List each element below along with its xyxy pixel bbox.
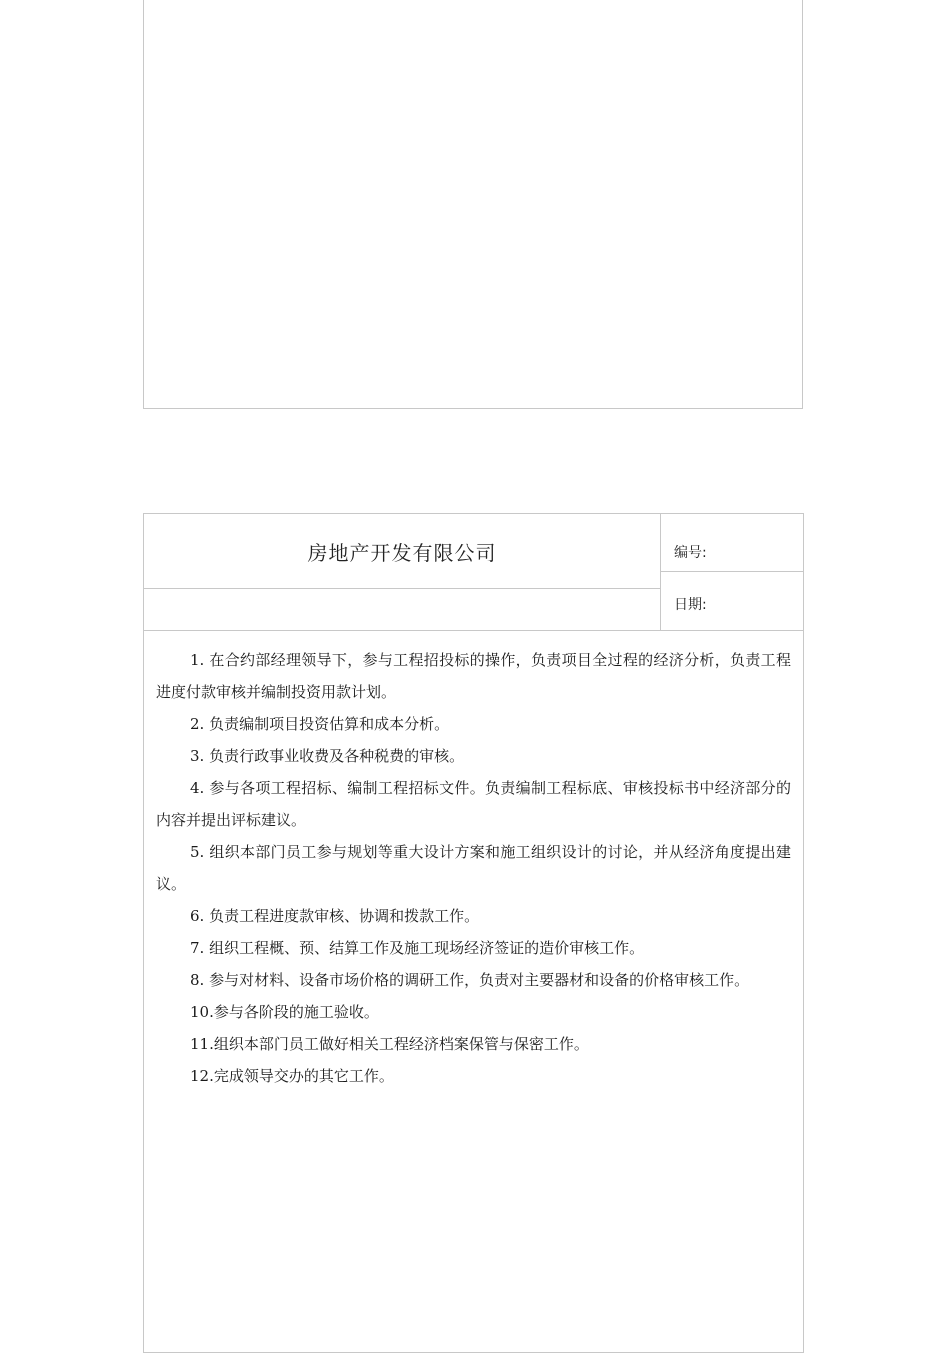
duty-item: 4. 参与各项工程招标、编制工程招标文件。负责编制工程标底、审核投标书中经济部分的内容并提出评标建议。 [156, 779, 791, 829]
header-left-cell [144, 514, 661, 630]
number-field-label: 编号: [661, 514, 803, 572]
duty-item: 1. 在合约部经理领导下，参与工程招投标的操作，负责项目全过程的经济分析，负责工程进度付款审核并编制投资用款计划。 [156, 651, 791, 701]
company-name: 房地产开发有限公司 [144, 514, 660, 589]
duty-item: 6. 负责工程进度款审核、协调和拨款工作。 [190, 907, 480, 925]
header-right-cell [661, 514, 803, 630]
previous-page-box [143, 0, 803, 409]
duty-item: 12.完成领导交办的其它工作。 [190, 1067, 394, 1085]
duties-list [144, 630, 803, 1092]
duty-item: 10.参与各阶段的施工验收。 [190, 1003, 379, 1021]
duty-item: 8. 参与对材料、设备市场价格的调研工作，负责对主要器材和设备的价格审核工作。 [190, 971, 750, 989]
duty-item: 3. 负责行政事业收费及各种税费的审核。 [190, 747, 465, 765]
job-description-form [143, 513, 804, 1353]
duty-item: 11.组织本部门员工做好相关工程经济档案保管与保密工作。 [190, 1035, 589, 1053]
date-field-label: 日期: [674, 597, 707, 613]
duty-item: 7. 组织工程概、预、结算工作及施工现场经济签证的造价审核工作。 [190, 939, 645, 957]
duty-item: 2. 负责编制项目投资估算和成本分析。 [190, 715, 450, 733]
duty-item: 5. 组织本部门员工参与规划等重大设计方案和施工组织设计的讨论，并从经济角度提出建议。 [156, 843, 791, 893]
